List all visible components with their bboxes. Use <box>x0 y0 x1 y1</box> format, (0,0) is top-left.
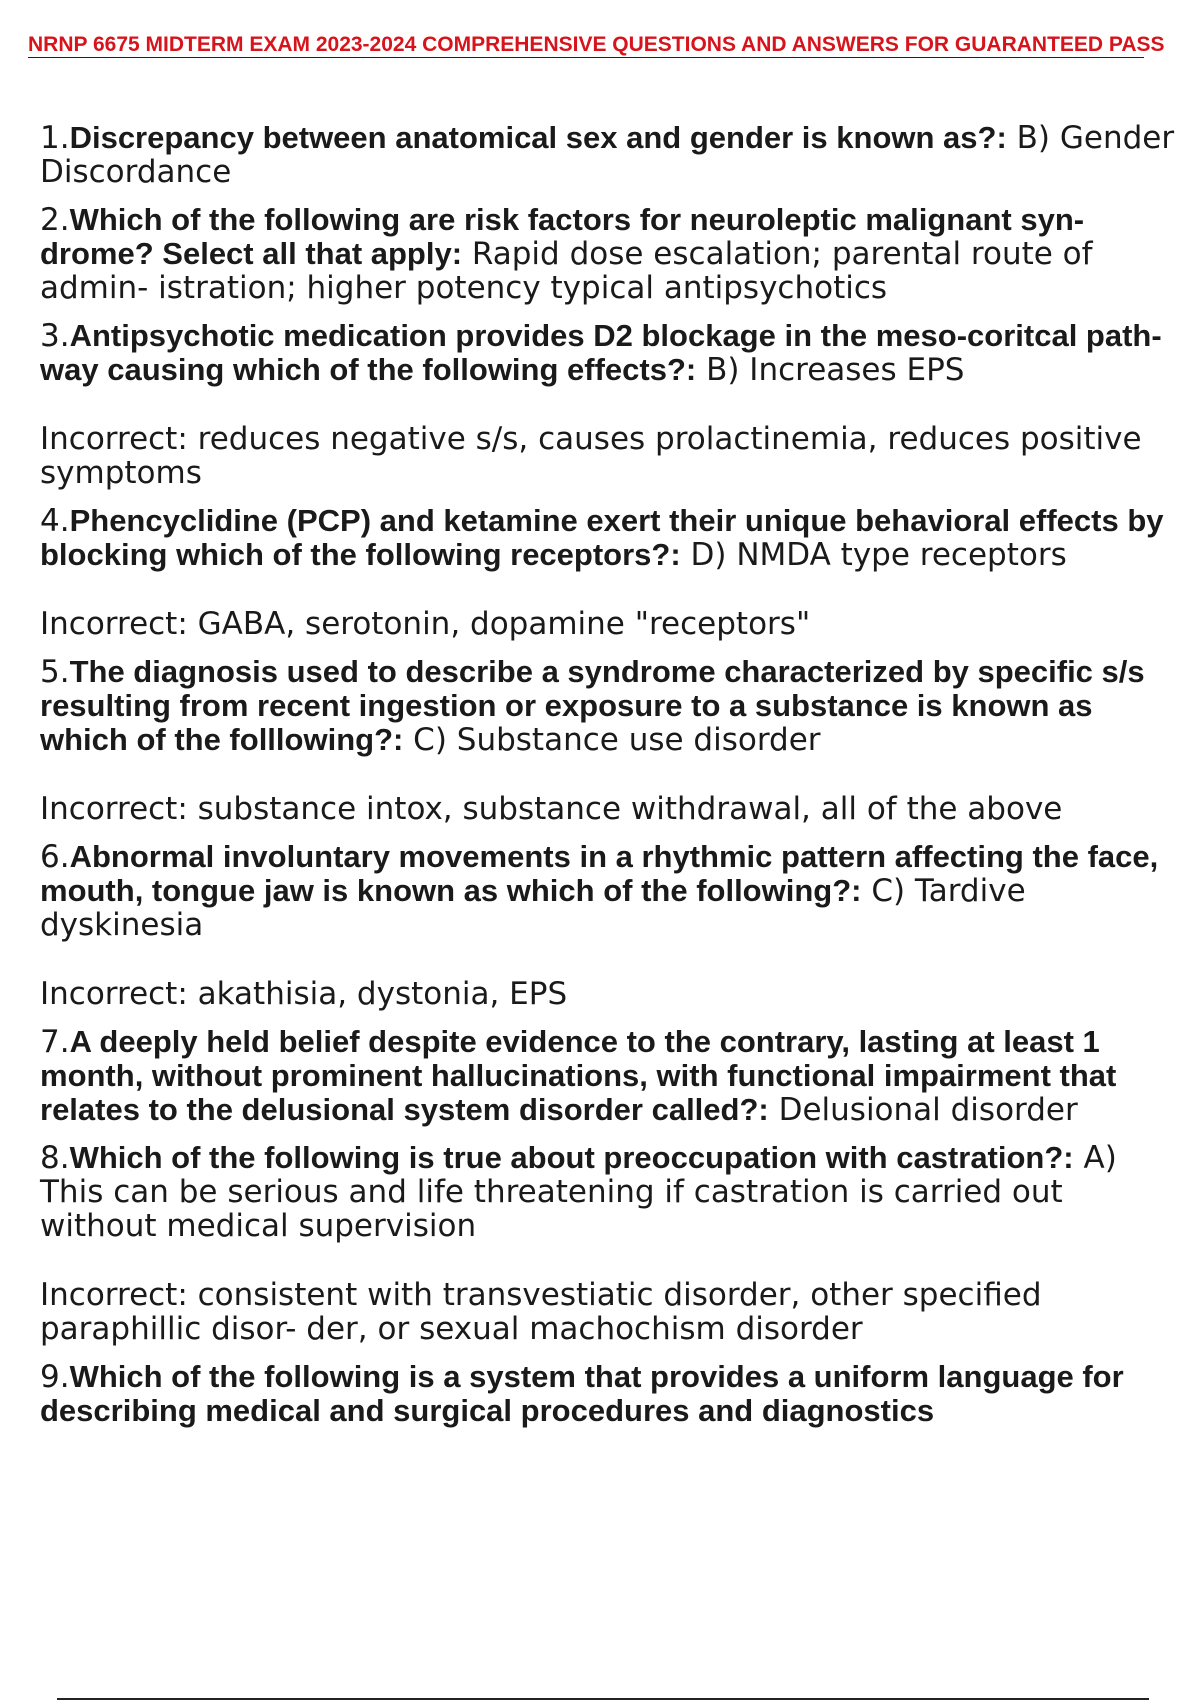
item-number: 4. <box>40 503 70 539</box>
incorrect-note: Incorrect: consistent with transvestiatic disorder, other specified paraphillic disor- der, or sexual machochism disorder <box>40 1277 1042 1347</box>
question-text: Abnormal involuntary movements in a rhythmic pattern affecting the face, mouth, tongue jaw is known as which of the following?: <box>40 839 1159 908</box>
question-text: Phencyclidine (PCP) and ketamine exert their unique behavioral effects by blocking which of the following receptors?: <box>40 503 1164 572</box>
item-number: 3. <box>40 318 70 354</box>
incorrect-note: Incorrect: substance intox, substance withdrawal, all of the above <box>40 791 1063 827</box>
question-text: Antipsychotic medication provides D2 blockage in the meso-coritcal path- way causing which of the following effects?: <box>40 318 1162 387</box>
qa-item-5 <box>40 655 1185 757</box>
item-number: 1. <box>40 120 70 156</box>
qa-item-4 <box>40 504 1185 572</box>
answer-text: C) Substance use disorder <box>403 722 821 758</box>
qa-item-7 <box>40 1025 1185 1127</box>
header-underline <box>28 57 1144 58</box>
qa-list <box>40 121 1185 1442</box>
item-number: 2. <box>40 202 70 238</box>
answer-text: B) Gender Discordance <box>40 120 1175 190</box>
document-title: NRNP 6675 MIDTERM EXAM 2023-2024 COMPREHENSIVE QUESTIONS AND ANSWERS FOR GUARANTEED PASS <box>28 33 1165 56</box>
question-text: The diagnosis used to describe a syndrome characterized by specific s/s resulting from recent ingestion or exposure to a substance is known as which of the folllowing?: <box>40 654 1145 757</box>
item-number: 7. <box>40 1024 70 1060</box>
answer-text: C) Tardive dyskinesia <box>40 873 1026 943</box>
question-text: Which of the following is true about preoccupation with castration?: <box>69 1140 1074 1175</box>
item-number: 6. <box>40 839 70 875</box>
item-number: 5. <box>40 654 70 690</box>
incorrect-note: Incorrect: akathisia, dystonia, EPS <box>40 976 568 1012</box>
qa-item-9 <box>40 1360 1185 1428</box>
incorrect-note: Incorrect: reduces negative s/s, causes prolactinemia, reduces positive symptoms <box>40 421 1142 491</box>
item-number: 8. <box>40 1140 70 1176</box>
question-text: A deeply held belief despite evidence to the contrary, lasting at least 1 month, without prominent hallucinations, with functional impairment that relates to the delusional system disorder called?: <box>40 1024 1117 1127</box>
item-number: 9. <box>40 1359 70 1395</box>
qa-item-1 <box>40 121 1185 189</box>
question-text: Discrepancy between anatomical sex and gender is known as?: <box>69 120 1007 155</box>
question-text: Which of the following are risk factors for neuroleptic malignant syn- drome? Select all that apply: <box>40 202 1085 271</box>
qa-item-3 <box>40 319 1185 387</box>
answer-text: B) Increases EPS <box>696 352 965 388</box>
qa-item-2 <box>40 203 1185 305</box>
answer-text: D) NMDA type receptors <box>680 537 1067 573</box>
qa-item-8 <box>40 1141 1185 1243</box>
question-text: Which of the following is a system that provides a uniform language for describing medical and surgical procedures and diagnostics <box>40 1359 1124 1428</box>
answer-text: Rapid dose escalation; parental route of admin- istration; higher potency typical antipsychotics <box>40 236 1093 306</box>
answer-text: Delusional disorder <box>768 1092 1078 1128</box>
incorrect-note: Incorrect: GABA, serotonin, dopamine "receptors" <box>40 606 811 642</box>
qa-item-6 <box>40 840 1185 942</box>
answer-text: A) This can be serious and life threatening if castration is carried out without medical supervision <box>40 1140 1117 1244</box>
